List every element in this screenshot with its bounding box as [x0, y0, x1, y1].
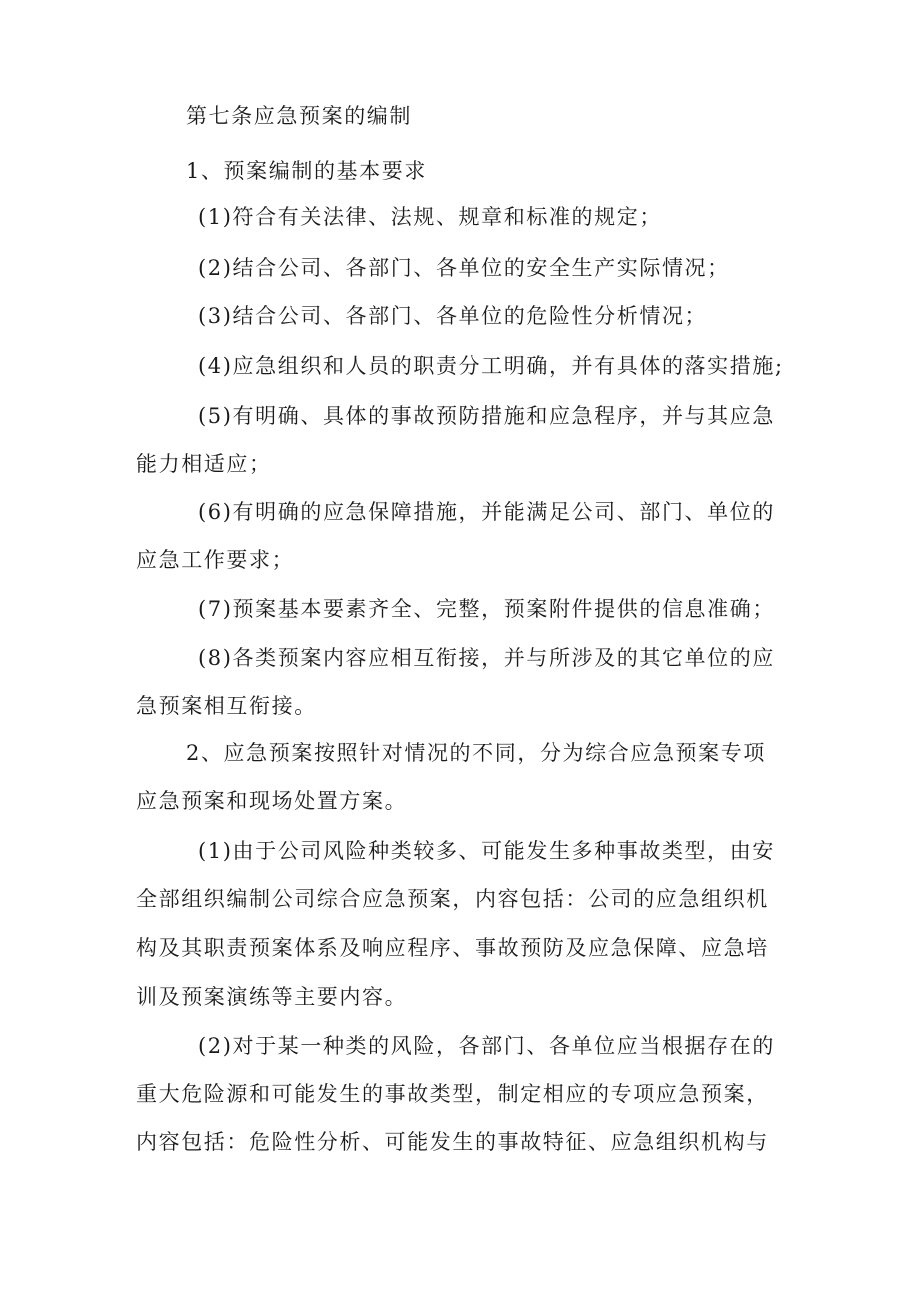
requirement-item: (7)预案基本要素齐全、完整，预案附件提供的信息准确；	[198, 597, 775, 621]
article-heading: 第七条应急预案的编制	[186, 104, 412, 128]
section-2-item-continued: 重大危险源和可能发生的事故类型，制定相应的专项应急预案，	[136, 1082, 769, 1106]
requirement-item: (3)结合公司、各部门、各单位的危险性分析情况；	[198, 304, 708, 328]
requirement-item: (4)应急组织和人员的职责分工明确，并有具体的落实措施;	[198, 354, 784, 378]
requirement-item: (5)有明确、具体的事故预防措施和应急程序，并与其应急	[198, 404, 775, 428]
section-2-item: (1)由于公司风险种类较多、可能发生多种事故类型，由安	[198, 839, 775, 863]
requirement-item: (2)结合公司、各部门、各单位的安全生产实际情况；	[198, 256, 730, 280]
section-2-paragraph-continued: 应急预案和现场处置方案。	[136, 789, 408, 813]
requirement-item-continued: 能力相适应；	[136, 452, 272, 476]
section-1-title: 1、预案编制的基本要求	[186, 159, 427, 183]
section-2-item-continued: 构及其职责预案体系及响应程序、事故预防及应急保障、应急培	[136, 936, 769, 960]
requirement-item: (8)各类预案内容应相互衔接，并与所涉及的其它单位的应	[198, 646, 775, 670]
requirement-item: (1)符合有关法律、法规、规章和标准的规定；	[198, 205, 662, 229]
section-2-item-continued: 全部组织编制公司综合应急预案，内容包括：公司的应急组织机	[136, 887, 769, 911]
section-2-item-continued: 训及预案演练等主要内容。	[136, 985, 408, 1009]
requirement-item-continued: 应急工作要求；	[136, 548, 295, 572]
section-2-paragraph: 2、应急预案按照针对情况的不同，分为综合应急预案专项	[186, 741, 766, 765]
section-2-item-continued: 内容包括：危险性分析、可能发生的事故特征、应急组织机构与	[136, 1130, 769, 1154]
requirement-item-continued: 急预案相互衔接。	[136, 694, 317, 718]
requirement-item: (6)有明确的应急保障措施，并能满足公司、部门、单位的	[198, 500, 775, 524]
section-2-item: (2)对于某一种类的风险，各部门、各单位应当根据存在的	[198, 1034, 775, 1058]
